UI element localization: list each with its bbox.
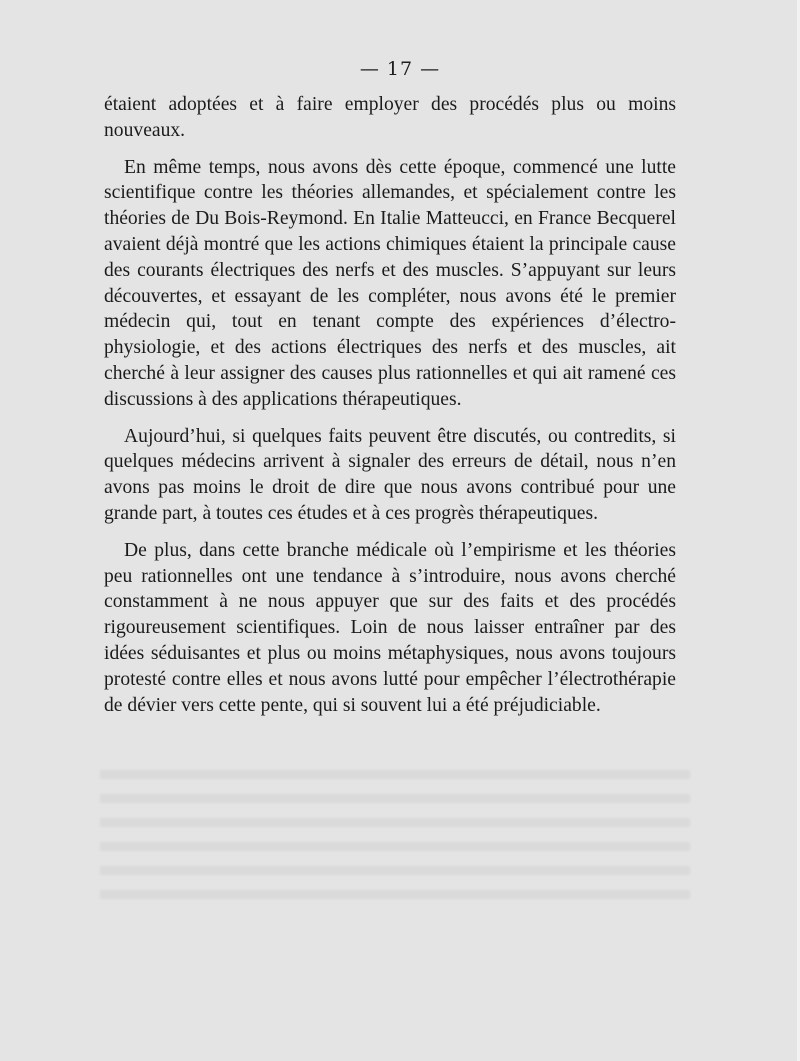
page-number: — 17 — [359,58,441,80]
paragraph: En même temps, nous avons dès cette époque, commencé une lutte scientifique contre les théories allemandes, et spécialement contre les théories de Du Bois-Reymond. En Italie Matteucci, en France Becquerel avaient déjà montré que les actions chimiques étaient la principale cause des courants électriques des nerfs et des muscles. S’appuyant sur leurs découvertes, et essayant de les compléter, nous avons été le premier médecin qui, tout en tenant compte des expériences d’électro-physiologie, et des actions électriques des nerfs et des muscles, ait cherché à leur assigner des causes plus rationnelles et qui ait ramené ces discussions à des applications thérapeutiques. [104,156,676,410]
paragraph: De plus, dans cette branche médicale où l’empirisme et les théories peu rationnelles ont une tendance à s’introduire, nous avons cherché constamment à ne nous appuyer que sur des faits et des procédés rigoureusement scientifiques. Loin de nous laisser entraîner par des idées séduisantes et plus ou moins métaphysiques, nous avons toujours protesté contre elles et nous avons lutté pour empêcher l’électrothérapie de dévier vers cette pente, qui si souvent lui a été préjudiciable. [104,539,676,716]
paragraph-continuation: étaient adoptées et à faire employer des procédés plus ou moins nouveaux. [104,94,676,141]
paragraph: Aujourd’hui, si quelques faits peuvent être discutés, ou contredits, si quelques médecins arrivent à signaler des erreurs de détail, nous n’en avons pas moins le droit de dire que nous avons contribué pour une grande part, à toutes ces études et à ces progrès thérapeutiques. [104,425,676,524]
body-text [104,92,676,718]
